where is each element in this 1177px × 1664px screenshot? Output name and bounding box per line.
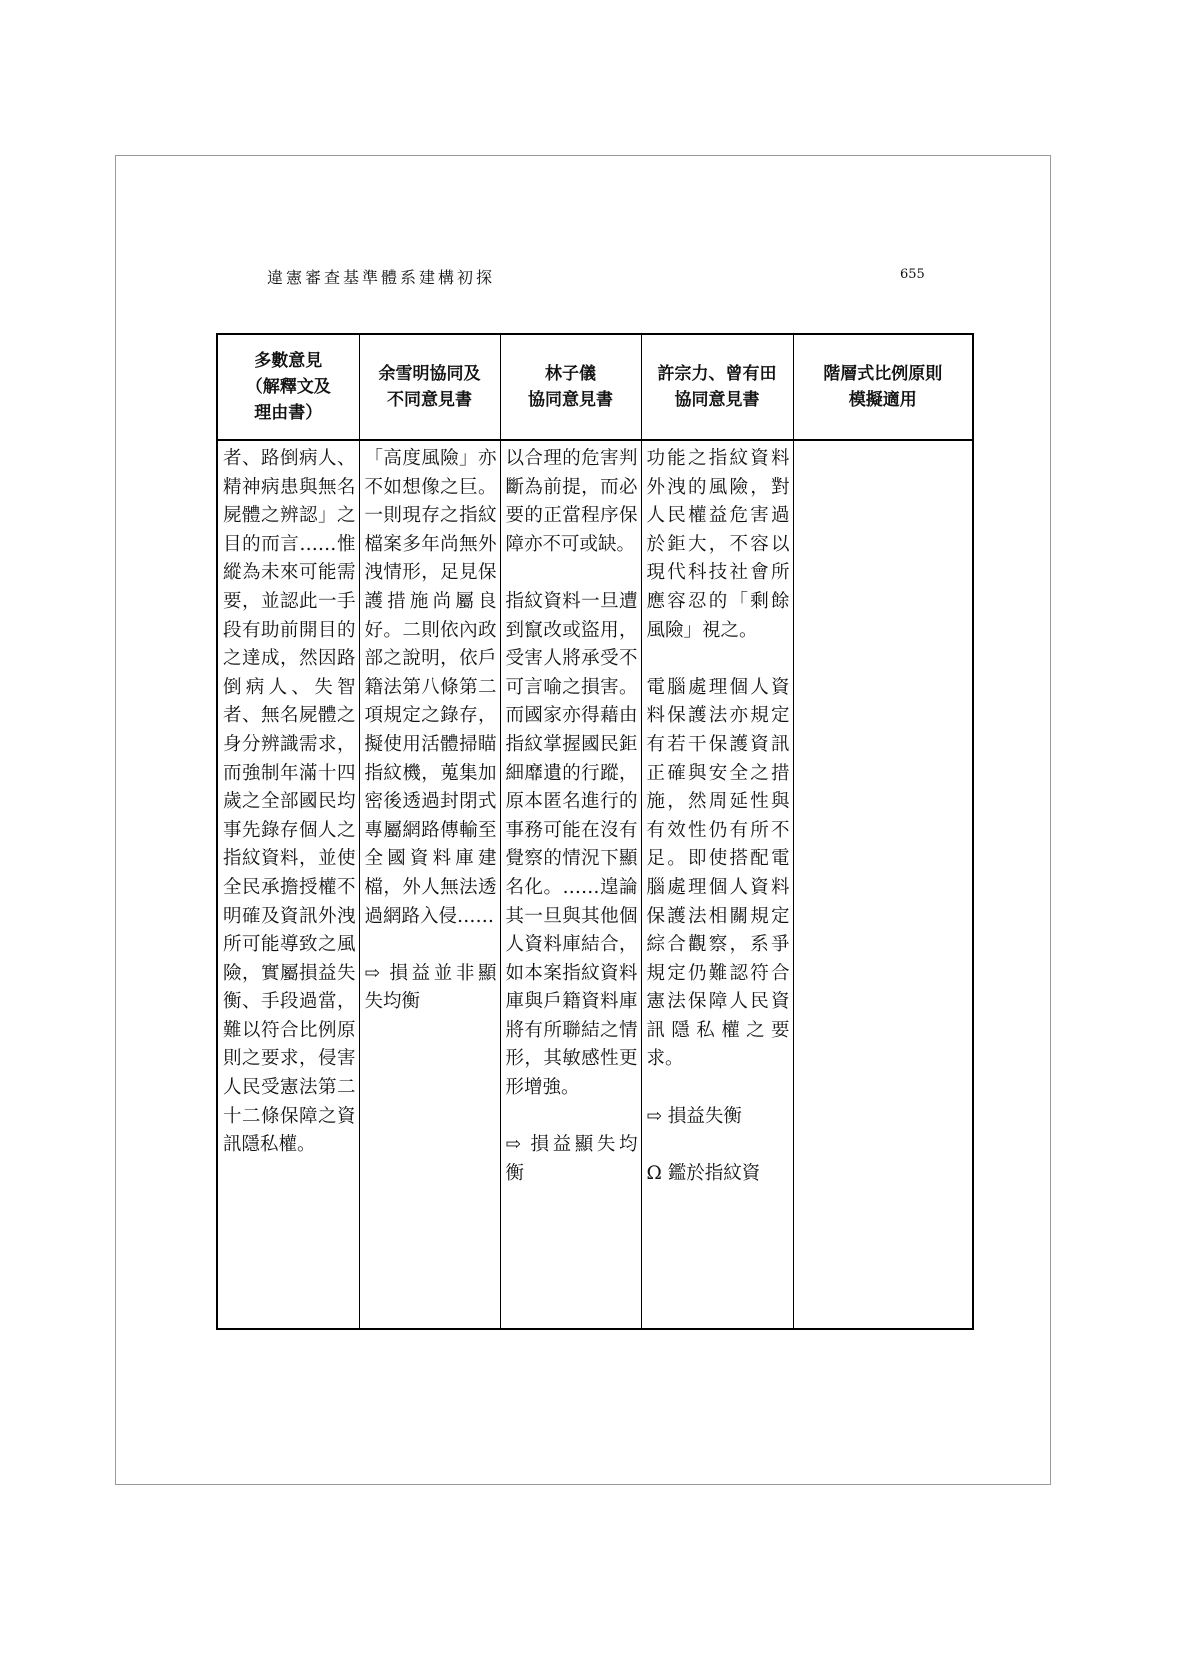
lin-conclusion: ⇨ 損益顯失均衡: [505, 1134, 638, 1184]
page-number: 655: [900, 267, 925, 282]
yu-text: 「高度風險」亦不如想像之巨。一則現存之指紋檔案多年尚無外洩情形，足見保護措施尚屬良好。二則依內政部之說明，依戶籍法第八條第二項規定之錄存，擬使用活體掃瞄指紋機，蒐集加密後透過封閉式專屬網路傳輸至全國資料庫建檔，外人無法透過網路入侵……: [364, 448, 497, 927]
body-row: [217, 440, 973, 1329]
opinions-table: [216, 333, 974, 1330]
majority-text: 者、路倒病人、精神病患與無名屍體之辨認」之目的而言……惟縱為未來可能需要，並認此一手段有助前開目的之達成，然因路倒病人、失智者、無名屍體之身分辨識需求，而強制年滿十四歲之全部國民均事先錄存個人之指紋資料，並使全民承擔授權不明確及資訊外洩所可能導致之風險，實屬損益失衡、手段過當，難以符合比例原則之要求，侵害人民受憲法第二十二條保障之資訊隱私權。: [223, 448, 356, 1156]
lin-opinion-cell: [500, 440, 641, 1329]
header-lin-opinion: 林子儀 協同意見書: [500, 334, 641, 440]
tiered-proportionality-cell: [793, 440, 973, 1329]
yu-opinion-cell: [359, 440, 500, 1329]
header-yu-opinion: 余雪明協同及 不同意見書: [359, 334, 500, 440]
header-hsu-tseng-opinion: 許宗力、曾有田 協同意見書: [641, 334, 793, 440]
hsu-text-2: 電腦處理個人資料保護法亦規定有若干保護資訊正確與安全之措施，然周延性與有效性仍有所不足。即使搭配電腦處理個人資料保護法相關規定綜合觀察，系爭規定仍難認符合憲法保障人民資訊隱私權之要求。: [646, 676, 790, 1070]
header-tiered-proportionality: 階層式比例原則 模擬適用: [793, 334, 973, 440]
running-title: 違憲審查基準體系建構初探: [267, 268, 496, 287]
hsu-conclusion: ⇨ 損益失衡: [646, 1105, 742, 1127]
hsu-text-1: 功能之指紋資料外洩的風險，對人民權益危害過於鉅大，不容以現代科技社會所應容忍的「剩餘風險」視之。: [646, 448, 790, 641]
header-row: [217, 334, 973, 440]
hsu-tseng-opinion-cell: [641, 440, 793, 1329]
lin-text-2: 指紋資料一旦遭到竄改或盜用，受害人將承受不可言喻之損害。而國家亦得藉由指紋掌握國民鉅細靡遺的行蹤，原本匿名進行的事務可能在沒有覺察的情況下顯名化。……遑論其一旦與其他個人資料庫結合，如本案指紋資料庫與戶籍資料庫將有所聯結之情形，其敏感性更形增強。: [505, 590, 638, 1099]
majority-opinion-cell: [217, 440, 359, 1329]
yu-conclusion: ⇨ 損益並非顯失均衡: [364, 962, 497, 1013]
lin-text-1: 以合理的危害判斷為前提，而必要的正當程序保障亦不可或缺。: [505, 448, 638, 555]
header-majority-opinion: 多數意見 （解釋文及 理由書）: [217, 334, 359, 440]
hsu-trailing-text: Ω 鑑於指紋資: [646, 1162, 761, 1184]
